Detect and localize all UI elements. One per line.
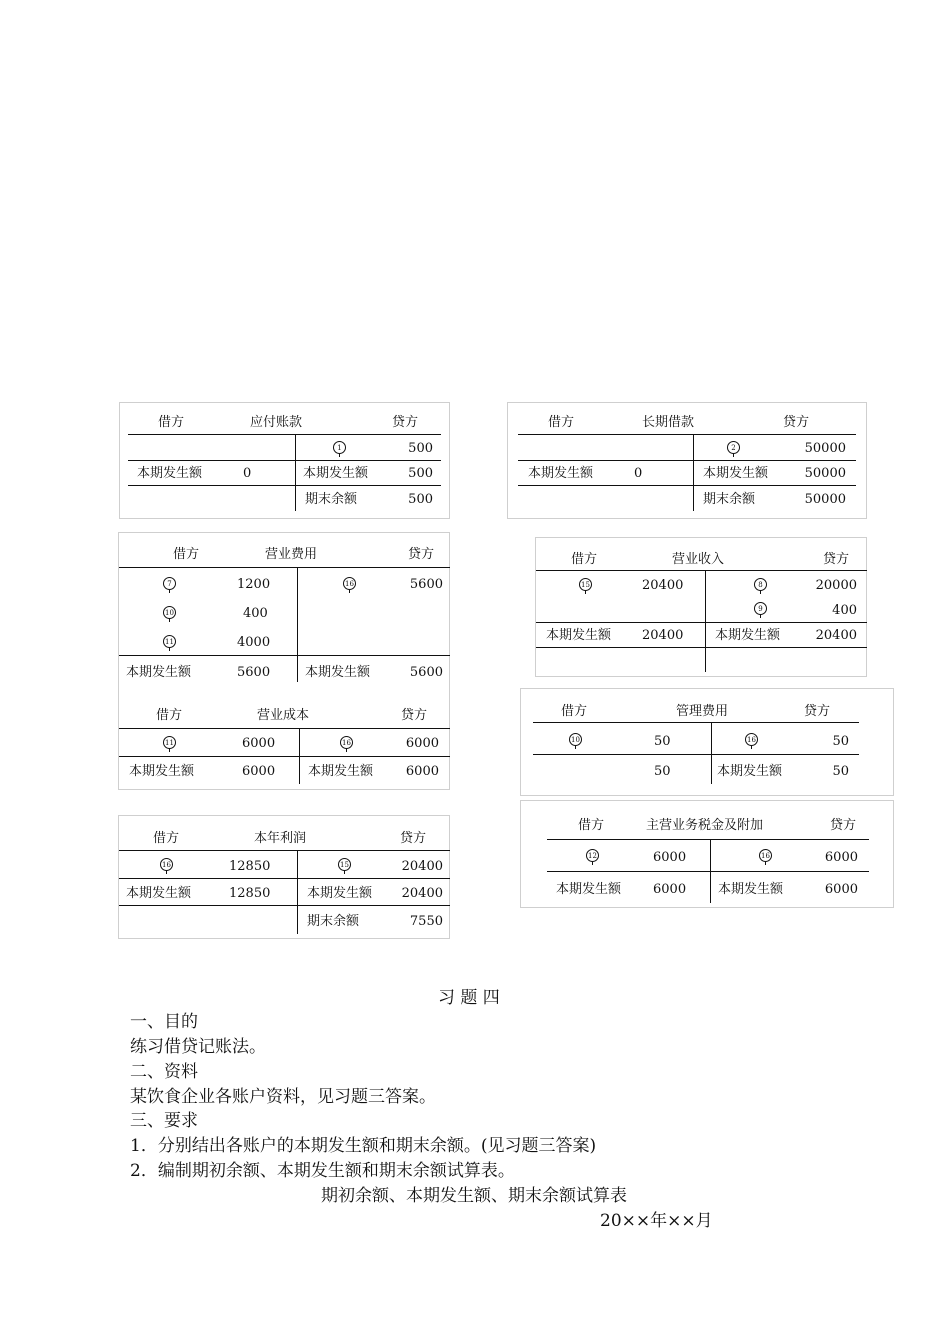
expense-cost-block: [118, 532, 450, 790]
debit-amount: 4000: [237, 635, 271, 650]
debit-amount: 20400: [642, 578, 684, 593]
credit-label: 贷方: [823, 552, 850, 567]
exercise-line: 练习借贷记账法。: [130, 1037, 266, 1057]
credit-total-label: 本期发生额: [715, 628, 781, 643]
t-account-admin-expense: [520, 688, 894, 796]
t-line-vertical: [297, 850, 298, 934]
debit-amount: 50: [654, 734, 671, 749]
ending-balance-label: 期末余额: [703, 492, 756, 507]
t-line-vertical: [297, 567, 298, 682]
debit-total: 20400: [642, 628, 684, 643]
row-line: [119, 655, 450, 656]
debit-label: 借方: [561, 704, 588, 719]
row-line: [128, 485, 441, 486]
debit-total: 5600: [237, 665, 271, 680]
debit-label: 借方: [578, 818, 605, 833]
entry-ref-icon: 11: [163, 736, 176, 749]
debit-total: 50: [654, 764, 671, 779]
credit-total-label: 本期发生额: [307, 886, 373, 901]
credit-label: 贷方: [804, 704, 831, 719]
debit-total-label: 本期发生额: [137, 466, 203, 481]
t-line-horizontal: [119, 728, 450, 729]
debit-total-label: 本期发生额: [129, 764, 195, 779]
credit-amount: 400: [832, 603, 857, 618]
credit-total-label: 本期发生额: [308, 764, 374, 779]
trial-balance-date: 20××年××月: [600, 1211, 713, 1231]
debit-amount: 6000: [242, 736, 276, 751]
debit-total-label: 本期发生额: [556, 882, 622, 897]
entry-ref-icon: 1: [333, 441, 346, 454]
credit-amount: 50000: [804, 441, 846, 456]
credit-total: 5600: [409, 665, 443, 680]
debit-label: 借方: [158, 415, 185, 430]
ending-balance: 50000: [804, 492, 846, 507]
credit-label: 贷方: [392, 415, 419, 430]
credit-label: 贷方: [408, 547, 435, 562]
account-title: 营业费用: [265, 547, 318, 562]
credit-total: 6000: [405, 764, 439, 779]
trial-balance-title: 期初余额、本期发生额、期末余额试算表: [321, 1186, 627, 1206]
debit-total-label: 本期发生额: [126, 886, 192, 901]
row-line: [119, 878, 450, 879]
credit-total-label: 本期发生额: [717, 764, 783, 779]
entry-ref-icon: 15: [338, 858, 351, 871]
credit-total: 500: [408, 466, 433, 481]
debit-amount: 12850: [229, 859, 271, 874]
credit-amount: 500: [408, 441, 433, 456]
debit-label: 借方: [173, 547, 200, 562]
t-line-horizontal: [119, 567, 450, 568]
entry-ref-icon: 9: [754, 602, 767, 615]
debit-total-label: 本期发生额: [528, 466, 594, 481]
t-line-horizontal: [518, 434, 856, 435]
row-line: [518, 460, 856, 461]
account-title: 管理费用: [676, 704, 729, 719]
t-line-horizontal: [533, 722, 859, 723]
ending-balance-label: 期末余额: [305, 492, 358, 507]
t-account-business-tax: [520, 800, 894, 908]
t-line-vertical: [705, 570, 706, 672]
account-title: 主营业务税金及附加: [646, 818, 764, 833]
row-line: [533, 754, 859, 755]
account-title: 长期借款: [642, 415, 695, 430]
credit-amount: 20000: [815, 578, 857, 593]
row-line: [547, 871, 869, 872]
exercise-line: 2．编制期初余额、本期发生额和期末余额试算表。: [130, 1161, 515, 1181]
credit-amount: 5600: [409, 577, 443, 592]
row-line: [536, 647, 867, 648]
row-line: [128, 460, 441, 461]
entry-ref-icon: 16: [759, 849, 772, 862]
debit-label: 借方: [548, 415, 575, 430]
ending-balance: 7550: [409, 914, 443, 929]
debit-total-label: 本期发生额: [126, 665, 192, 680]
debit-total: 6000: [242, 764, 276, 779]
debit-amount: 1200: [237, 577, 271, 592]
entry-ref-icon: 8: [754, 578, 767, 591]
debit-label: 借方: [156, 708, 183, 723]
credit-amount: 20400: [401, 859, 443, 874]
t-account-accounts-payable: [119, 402, 450, 519]
entry-ref-icon: 16: [745, 733, 758, 746]
credit-label: 贷方: [830, 818, 857, 833]
debit-label: 借方: [571, 552, 598, 567]
account-title: 应付账款: [250, 415, 303, 430]
credit-amount: 50: [832, 734, 849, 749]
credit-label: 贷方: [401, 708, 428, 723]
ending-balance: 500: [408, 492, 433, 507]
row-line: [536, 622, 867, 623]
exercise-line: 二、资料: [130, 1062, 198, 1082]
credit-label: 贷方: [400, 831, 427, 846]
t-line-vertical: [295, 434, 296, 511]
row-line: [518, 485, 856, 486]
credit-total: 20400: [815, 628, 857, 643]
account-title: 本年利润: [254, 831, 307, 846]
entry-ref-icon: 16: [340, 736, 353, 749]
exercise-line: 一、目的: [130, 1012, 198, 1032]
ending-balance-label: 期末余额: [307, 914, 360, 929]
entry-ref-icon: 10: [163, 606, 176, 619]
debit-amount: 400: [243, 606, 268, 621]
t-line-horizontal: [547, 839, 869, 840]
entry-ref-icon: 2: [727, 441, 740, 454]
debit-total: 12850: [229, 886, 271, 901]
credit-total-label: 本期发生额: [303, 466, 369, 481]
debit-total-label: 本期发生额: [546, 628, 612, 643]
credit-total: 50000: [804, 466, 846, 481]
exercise-line: 某饮食企业各账户资料，见习题三答案。: [130, 1087, 436, 1107]
debit-total: 6000: [653, 882, 687, 897]
t-line-vertical: [693, 434, 694, 511]
entry-ref-icon: 16: [343, 577, 356, 590]
row-line: [119, 905, 450, 906]
t-account-operating-revenue: [535, 537, 867, 677]
entry-ref-icon: 10: [569, 733, 582, 746]
credit-total: 6000: [824, 882, 858, 897]
t-line-horizontal: [536, 570, 867, 571]
credit-total: 50: [832, 764, 849, 779]
account-title: 营业成本: [257, 708, 310, 723]
credit-amount: 6000: [405, 736, 439, 751]
t-line-horizontal: [119, 850, 450, 851]
t-line-vertical: [711, 722, 712, 784]
entry-ref-icon: 11: [163, 635, 176, 648]
exercise-line: 1．分别结出各账户的本期发生额和期末余额。(见习题三答案): [130, 1136, 597, 1156]
debit-total: 0: [243, 466, 252, 481]
credit-total-label: 本期发生额: [703, 466, 769, 481]
exercise-line: 三、要求: [130, 1111, 198, 1131]
t-line-horizontal: [128, 434, 441, 435]
entry-ref-icon: 7: [163, 577, 176, 590]
exercise-heading: 习 题 四: [438, 988, 500, 1008]
account-title: 营业收入: [672, 552, 725, 567]
row-line: [119, 756, 450, 757]
debit-amount: 6000: [653, 850, 687, 865]
debit-label: 借方: [153, 831, 180, 846]
credit-amount: 6000: [824, 850, 858, 865]
entry-ref-icon: 16: [160, 858, 173, 871]
debit-total: 0: [634, 466, 643, 481]
credit-label: 贷方: [783, 415, 810, 430]
credit-total: 20400: [401, 886, 443, 901]
entry-ref-icon: 12: [586, 849, 599, 862]
t-account-long-term-loan: [507, 402, 867, 519]
t-account-current-year-profit: [118, 815, 450, 939]
entry-ref-icon: 15: [579, 578, 592, 591]
credit-total-label: 本期发生额: [718, 882, 784, 897]
credit-total-label: 本期发生额: [305, 665, 371, 680]
